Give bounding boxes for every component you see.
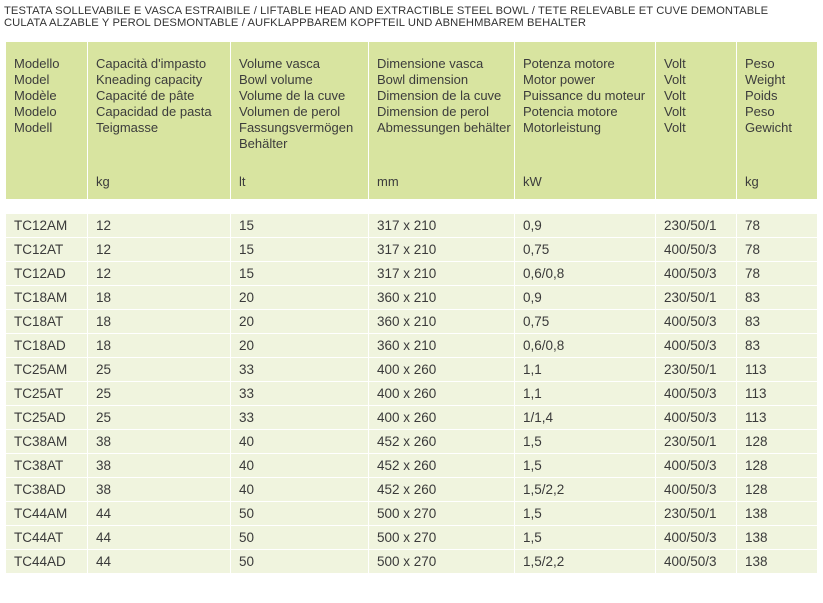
cell-model: TC25AD bbox=[6, 406, 88, 430]
column-header-line: Volt bbox=[664, 56, 686, 71]
column-header-line: Model bbox=[14, 72, 50, 87]
column-header-line: Dimension de la cuve bbox=[377, 88, 502, 103]
cell-model: TC44AT bbox=[6, 526, 88, 550]
cell-bowl-dimension: 400 x 260 bbox=[369, 358, 515, 382]
cell-weight: 138 bbox=[737, 550, 817, 574]
cell-kneading-capacity: 38 bbox=[88, 430, 231, 454]
table-row bbox=[6, 358, 817, 382]
cell-kneading-capacity: 25 bbox=[88, 406, 231, 430]
cell-bowl-volume: 40 bbox=[231, 478, 369, 502]
cell-kneading-capacity: 12 bbox=[88, 214, 231, 238]
cell-weight: 113 bbox=[737, 358, 817, 382]
cell-motor-power: 1,5/2,2 bbox=[515, 550, 656, 574]
cell-kneading-capacity: 18 bbox=[88, 310, 231, 334]
table-row bbox=[6, 430, 817, 454]
cell-bowl-dimension: 317 x 210 bbox=[369, 214, 515, 238]
cell-weight: 128 bbox=[737, 478, 817, 502]
cell-volt: 400/50/3 bbox=[656, 454, 737, 478]
cell-bowl-dimension: 500 x 270 bbox=[369, 502, 515, 526]
cell-bowl-dimension: 452 x 260 bbox=[369, 478, 515, 502]
cell-kneading-capacity: 18 bbox=[88, 286, 231, 310]
cell-weight: 138 bbox=[737, 526, 817, 550]
table-row bbox=[6, 550, 817, 574]
column-header-line: Modell bbox=[14, 120, 53, 135]
cell-bowl-dimension: 452 x 260 bbox=[369, 430, 515, 454]
table-row bbox=[6, 214, 817, 238]
column-header-line: Capacité de pâte bbox=[96, 88, 195, 103]
table-row bbox=[6, 310, 817, 334]
column-unit: lt bbox=[239, 174, 246, 189]
cell-volt: 400/50/3 bbox=[656, 382, 737, 406]
column-header-line: Bowl volume bbox=[239, 72, 313, 87]
table-row bbox=[6, 502, 817, 526]
cell-model: TC12AM bbox=[6, 214, 88, 238]
table-row bbox=[6, 454, 817, 478]
cell-bowl-volume: 20 bbox=[231, 334, 369, 358]
table-body bbox=[6, 199, 817, 574]
cell-model: TC12AD bbox=[6, 262, 88, 286]
cell-bowl-volume: 40 bbox=[231, 430, 369, 454]
column-header-line: Weight bbox=[745, 72, 786, 87]
cell-motor-power: 1,1 bbox=[515, 358, 656, 382]
column-header-bowl-dimension bbox=[369, 42, 515, 199]
cell-kneading-capacity: 38 bbox=[88, 454, 231, 478]
cell-weight: 83 bbox=[737, 286, 817, 310]
table-row bbox=[6, 334, 817, 358]
cell-model: TC38AT bbox=[6, 454, 88, 478]
cell-volt: 400/50/3 bbox=[656, 550, 737, 574]
header-row bbox=[6, 42, 817, 199]
cell-weight: 83 bbox=[737, 310, 817, 334]
cell-bowl-volume: 50 bbox=[231, 502, 369, 526]
cell-bowl-dimension: 452 x 260 bbox=[369, 454, 515, 478]
cell-volt: 400/50/3 bbox=[656, 262, 737, 286]
cell-weight: 83 bbox=[737, 334, 817, 358]
column-header-line: Volt bbox=[664, 88, 686, 103]
column-header-weight bbox=[737, 42, 817, 199]
cell-kneading-capacity: 25 bbox=[88, 358, 231, 382]
column-header-line: Behälter bbox=[239, 136, 288, 151]
specifications-table bbox=[6, 42, 817, 574]
column-header-line: Dimension de perol bbox=[377, 104, 490, 119]
cell-bowl-volume: 20 bbox=[231, 286, 369, 310]
cell-bowl-dimension: 500 x 270 bbox=[369, 526, 515, 550]
cell-model: TC18AD bbox=[6, 334, 88, 358]
column-header-line: Capacità d'impasto bbox=[96, 56, 207, 71]
cell-bowl-dimension: 500 x 270 bbox=[369, 550, 515, 574]
cell-kneading-capacity: 44 bbox=[88, 526, 231, 550]
cell-volt: 230/50/1 bbox=[656, 214, 737, 238]
cell-model: TC12AT bbox=[6, 238, 88, 262]
cell-model: TC25AT bbox=[6, 382, 88, 406]
cell-bowl-volume: 15 bbox=[231, 238, 369, 262]
cell-bowl-volume: 33 bbox=[231, 382, 369, 406]
column-header-volt bbox=[656, 42, 737, 199]
column-header-line: Volumen de perol bbox=[239, 104, 341, 119]
column-header-line: Modello bbox=[14, 56, 60, 71]
table-row bbox=[6, 406, 817, 430]
table-caption bbox=[4, 5, 819, 29]
cell-volt: 400/50/3 bbox=[656, 334, 737, 358]
column-header-line: Volume vasca bbox=[239, 56, 320, 71]
table-row bbox=[6, 478, 817, 502]
cell-weight: 128 bbox=[737, 430, 817, 454]
cell-model: TC44AM bbox=[6, 502, 88, 526]
column-unit: mm bbox=[377, 174, 399, 189]
column-header-line: Fassungsvermögen bbox=[239, 120, 354, 135]
column-header-line: Volt bbox=[664, 120, 686, 135]
cell-volt: 230/50/1 bbox=[656, 286, 737, 310]
cell-volt: 400/50/3 bbox=[656, 406, 737, 430]
cell-bowl-dimension: 400 x 260 bbox=[369, 382, 515, 406]
cell-model: TC38AD bbox=[6, 478, 88, 502]
column-unit: kW bbox=[523, 174, 542, 189]
column-header-line: Modelo bbox=[14, 104, 57, 119]
column-header-line: Teigmasse bbox=[96, 120, 159, 135]
column-header-line: Peso bbox=[745, 104, 775, 119]
column-header-line: Capacidad de pasta bbox=[96, 104, 212, 119]
column-header-kneading-capacity bbox=[88, 42, 231, 199]
column-header-line: Poids bbox=[745, 88, 778, 103]
column-header-line: Abmessungen behälter bbox=[377, 120, 511, 135]
column-header-line: Puissance du moteur bbox=[523, 88, 646, 103]
cell-bowl-dimension: 317 x 210 bbox=[369, 262, 515, 286]
table-row bbox=[6, 286, 817, 310]
column-unit: kg bbox=[96, 174, 110, 189]
column-header-bowl-volume bbox=[231, 42, 369, 199]
cell-model: TC44AD bbox=[6, 550, 88, 574]
cell-volt: 230/50/1 bbox=[656, 430, 737, 454]
cell-kneading-capacity: 18 bbox=[88, 334, 231, 358]
column-header-motor-power bbox=[515, 42, 656, 199]
cell-volt: 400/50/3 bbox=[656, 238, 737, 262]
cell-motor-power: 1,5 bbox=[515, 430, 656, 454]
cell-volt: 230/50/1 bbox=[656, 502, 737, 526]
cell-volt: 230/50/1 bbox=[656, 358, 737, 382]
cell-bowl-dimension: 400 x 260 bbox=[369, 406, 515, 430]
cell-motor-power: 1,5 bbox=[515, 454, 656, 478]
column-header-line: Motor power bbox=[523, 72, 596, 87]
cell-motor-power: 1,5 bbox=[515, 526, 656, 550]
cell-motor-power: 0,9 bbox=[515, 286, 656, 310]
table-row bbox=[6, 238, 817, 262]
column-header-line: Kneading capacity bbox=[96, 72, 203, 87]
header-gap bbox=[6, 199, 817, 214]
cell-model: TC38AM bbox=[6, 430, 88, 454]
cell-weight: 128 bbox=[737, 454, 817, 478]
cell-bowl-dimension: 360 x 210 bbox=[369, 310, 515, 334]
cell-weight: 78 bbox=[737, 262, 817, 286]
cell-kneading-capacity: 44 bbox=[88, 502, 231, 526]
cell-weight: 78 bbox=[737, 214, 817, 238]
cell-bowl-dimension: 360 x 210 bbox=[369, 334, 515, 358]
table-row bbox=[6, 262, 817, 286]
column-unit: kg bbox=[745, 174, 759, 189]
cell-kneading-capacity: 44 bbox=[88, 550, 231, 574]
column-header-line: Modèle bbox=[14, 88, 57, 103]
cell-volt: 400/50/3 bbox=[656, 310, 737, 334]
cell-volt: 400/50/3 bbox=[656, 478, 737, 502]
column-header-line: Potenza motore bbox=[523, 56, 615, 71]
table-row bbox=[6, 382, 817, 406]
cell-bowl-volume: 33 bbox=[231, 406, 369, 430]
cell-weight: 113 bbox=[737, 382, 817, 406]
cell-motor-power: 0,9 bbox=[515, 214, 656, 238]
cell-motor-power: 1/1,4 bbox=[515, 406, 656, 430]
cell-weight: 138 bbox=[737, 502, 817, 526]
cell-bowl-volume: 40 bbox=[231, 454, 369, 478]
cell-model: TC25AM bbox=[6, 358, 88, 382]
cell-bowl-volume: 15 bbox=[231, 214, 369, 238]
caption-line-1: TESTATA SOLLEVABILE E VASCA ESTRAIBILE / LIFTABLE HEAD AND EXTRACTIBLE STEEL BOWL / TETE RELEVABLE ET CUVE DEMONTABLE bbox=[4, 5, 769, 17]
column-header-model bbox=[6, 42, 88, 199]
cell-kneading-capacity: 38 bbox=[88, 478, 231, 502]
cell-bowl-volume: 15 bbox=[231, 262, 369, 286]
column-header-line: Volt bbox=[664, 104, 686, 119]
cell-bowl-volume: 50 bbox=[231, 526, 369, 550]
cell-bowl-volume: 33 bbox=[231, 358, 369, 382]
cell-bowl-dimension: 360 x 210 bbox=[369, 286, 515, 310]
cell-motor-power: 1,5 bbox=[515, 502, 656, 526]
column-header-line: Dimensione vasca bbox=[377, 56, 484, 71]
cell-motor-power: 0,6/0,8 bbox=[515, 334, 656, 358]
cell-motor-power: 0,75 bbox=[515, 310, 656, 334]
cell-volt: 400/50/3 bbox=[656, 526, 737, 550]
cell-kneading-capacity: 25 bbox=[88, 382, 231, 406]
column-header-line: Volume de la cuve bbox=[239, 88, 346, 103]
cell-motor-power: 1,1 bbox=[515, 382, 656, 406]
caption-line-2: CULATA ALZABLE Y PEROL DESMONTABLE / AUFKLAPPBAREM KOPFTEIL UND ABNEHMBAREM BEHALTER bbox=[4, 17, 587, 29]
cell-motor-power: 1,5/2,2 bbox=[515, 478, 656, 502]
cell-kneading-capacity: 12 bbox=[88, 262, 231, 286]
column-header-line: Volt bbox=[664, 72, 686, 87]
cell-bowl-volume: 20 bbox=[231, 310, 369, 334]
column-header-line: Bowl dimension bbox=[377, 72, 469, 87]
cell-kneading-capacity: 12 bbox=[88, 238, 231, 262]
column-header-line: Potencia motore bbox=[523, 104, 618, 119]
column-header-line: Peso bbox=[745, 56, 775, 71]
table-row bbox=[6, 526, 817, 550]
cell-weight: 78 bbox=[737, 238, 817, 262]
cell-motor-power: 0,75 bbox=[515, 238, 656, 262]
column-header-line: Gewicht bbox=[745, 120, 792, 135]
cell-model: TC18AT bbox=[6, 310, 88, 334]
cell-bowl-volume: 50 bbox=[231, 550, 369, 574]
cell-motor-power: 0,6/0,8 bbox=[515, 262, 656, 286]
cell-bowl-dimension: 317 x 210 bbox=[369, 238, 515, 262]
cell-model: TC18AM bbox=[6, 286, 88, 310]
cell-weight: 113 bbox=[737, 406, 817, 430]
column-header-line: Motorleistung bbox=[523, 120, 602, 135]
